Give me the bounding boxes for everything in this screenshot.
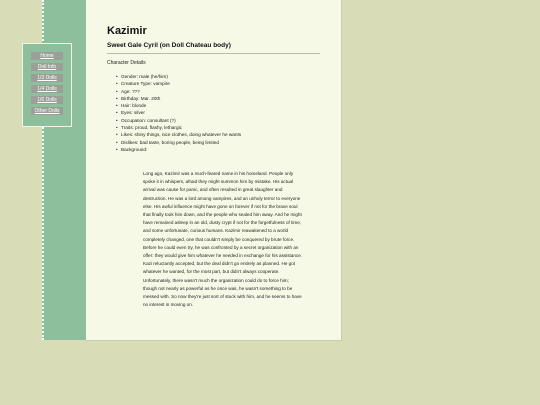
detail-hair: • Hair: blonde xyxy=(121,102,241,109)
detail-eyes: • Eyes: silver xyxy=(121,109,241,116)
nav-link-home[interactable]: Home xyxy=(31,52,63,60)
nav-link-other-dolls[interactable]: Other Dolls xyxy=(31,107,63,115)
detail-traits: • Traits: proud, flashy, lethargic xyxy=(121,124,241,131)
detail-occupation: • Occupation: consultant (?) xyxy=(121,117,241,124)
nav-link-1-3-dolls[interactable]: 1/3 Dolls xyxy=(31,74,63,82)
nav-link-1-4-dolls[interactable]: 1/4 Dolls xyxy=(31,85,63,93)
detail-creature-type: • Creature Type: vampire xyxy=(121,80,241,87)
detail-gender: • Gender: male (he/him) xyxy=(121,73,241,80)
detail-dislikes: • Dislikes: bad taste, boring people, being limited xyxy=(121,139,241,146)
divider xyxy=(107,53,320,54)
character-details-list xyxy=(121,73,241,153)
detail-age: • Age: ??? xyxy=(121,88,241,95)
background-paragraph: Before he could even try, he was confronted by a secret organization with an offer: they would give him whatever he needed in exchange for his assistance. Kazi reluctantly accepted, but the deal didn't go entirely as planned. He got whatever he wanted, for the most part, but didn't always cooperate. Unfortunately, there wasn't much the organization could do to force him; though not nearly as powerful as he once was, he wasn't something to be messed with. So now they're just sort of stuck with him, and he seems to have no interest in moving on. xyxy=(143,244,303,308)
section-heading: Character Details xyxy=(107,60,146,66)
page-title: Kazimir xyxy=(107,25,147,37)
detail-background: • Background: xyxy=(121,146,241,153)
detail-likes: • Likes: shiny things, nice clothes, doing whatever he wants xyxy=(121,131,241,138)
nav-link-doll-info[interactable]: Doll Info xyxy=(31,63,63,71)
detail-birthday: • Birthday: Mar. 20th xyxy=(121,95,241,102)
navigation-menu xyxy=(22,43,72,127)
nav-link-1-6-dolls[interactable]: 1/6 Dolls xyxy=(31,96,63,104)
background-paragraph: Long ago, Kazimir was a much-feared name in his homeland. People only spoke it in whispers, afraid they might summon him by mistake. His actual arrival was cause for panic, and often resulted in great slaughter and destruction. He was a lord among vampires, and an unholy terror to everyone else. His awful influence might have gone on forever if not for the brave soul that finally took him down, and the people who sealed him away. And he might have remained asleep in an old, dusty crypt if not for the forgetfulness of time, and some unfortunate, curious humans. Kazimir reawakened to a world completely changed, one that couldn't simply be conquered by brute force. xyxy=(143,171,302,242)
main-content xyxy=(86,0,342,341)
background-story xyxy=(143,170,303,309)
page-subtitle: Sweet Gale Cyril (on Doll Chateau body) xyxy=(107,42,231,49)
